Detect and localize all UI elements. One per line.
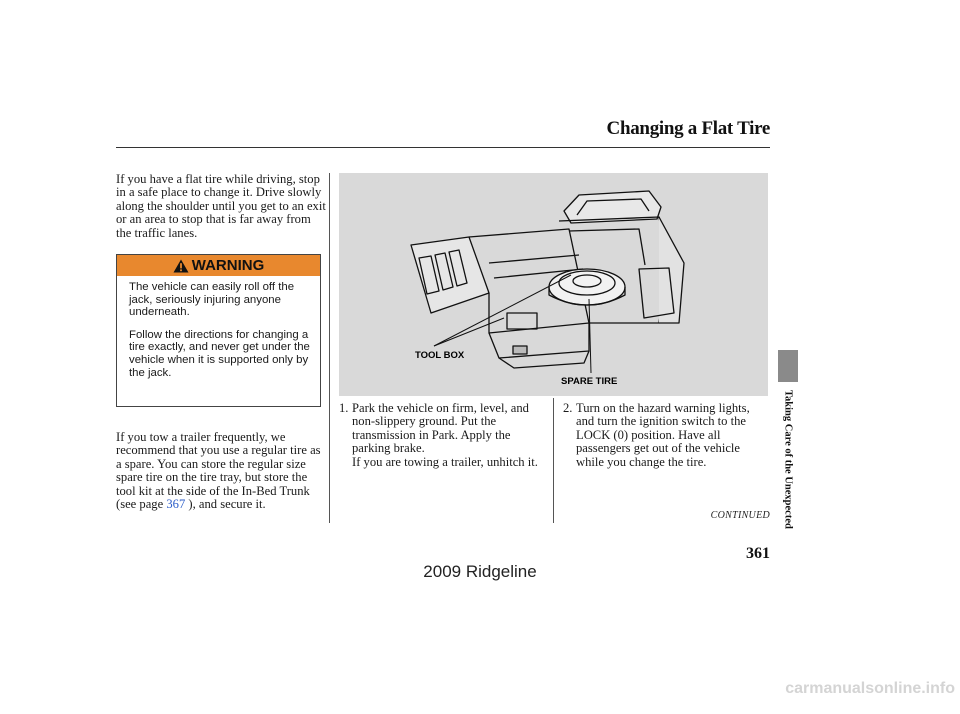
trailer-text-after: ), and secure it. <box>185 497 266 512</box>
header-rule <box>116 147 770 148</box>
step-1-number: 1. <box>339 401 349 415</box>
column-divider-right <box>553 398 554 523</box>
column-divider-left <box>329 173 330 523</box>
warning-paragraph-2: Follow the directions for changing a tire exactly, and never get under the vehicle when it is supported only by the jack. <box>129 328 310 379</box>
step-1-text: Park the vehicle on firm, level, and non-slippery ground. Put the transmission in Park. Apply the parking brake. <box>352 401 529 456</box>
trailer-text-before: If you tow a trailer frequently, we recommend that you use a regular tire as a spare. You can store the regular size spare tire on the tire tray, but store the tool kit at the side of the In-Bed Trunk (see page <box>116 430 321 512</box>
trailer-paragraph <box>116 431 328 511</box>
step-1-extra: If you are towing a trailer, unhitch it. <box>352 454 538 469</box>
warning-box <box>116 254 321 407</box>
warning-body <box>117 276 320 379</box>
watermark: carmanualsonline.info <box>785 680 955 697</box>
figure-label-toolbox: TOOL BOX <box>415 350 465 361</box>
page-title: Changing a Flat Tire <box>606 118 770 139</box>
continued-label: CONTINUED <box>710 510 770 521</box>
step-2-text: Turn on the hazard warning lights, and turn the ignition switch to the LOCK (0) position. Have all passengers get out of the vehicle while you change the tire. <box>576 401 750 469</box>
truck-bed-drawing <box>339 173 768 396</box>
warning-header <box>117 255 320 276</box>
step-2-number: 2. <box>563 401 573 415</box>
warning-paragraph-1: The vehicle can easily roll off the jack, seriously injuring anyone underneath. <box>129 281 295 319</box>
page-number: 361 <box>746 545 770 562</box>
truck-bed-illustration <box>339 173 768 396</box>
page-link-367[interactable]: 367 <box>166 497 186 512</box>
intro-paragraph: If you have a flat tire while driving, stop in a safe place to change it. Drive slowly along the shoulder until you get to an exit or an area to stop that is far away from the traffic lanes. <box>116 172 326 240</box>
step-1 <box>339 402 549 492</box>
section-tab-label <box>770 390 806 540</box>
footer-model: 2009 Ridgeline <box>423 562 537 581</box>
step-2 <box>563 402 771 492</box>
figure-label-spare-tire: SPARE TIRE <box>561 376 618 387</box>
section-tab-marker <box>778 350 798 382</box>
section-tab-text: Taking Care of the Unexpected <box>782 390 794 529</box>
warning-triangle-icon <box>173 259 189 273</box>
warning-label: WARNING <box>191 257 265 274</box>
